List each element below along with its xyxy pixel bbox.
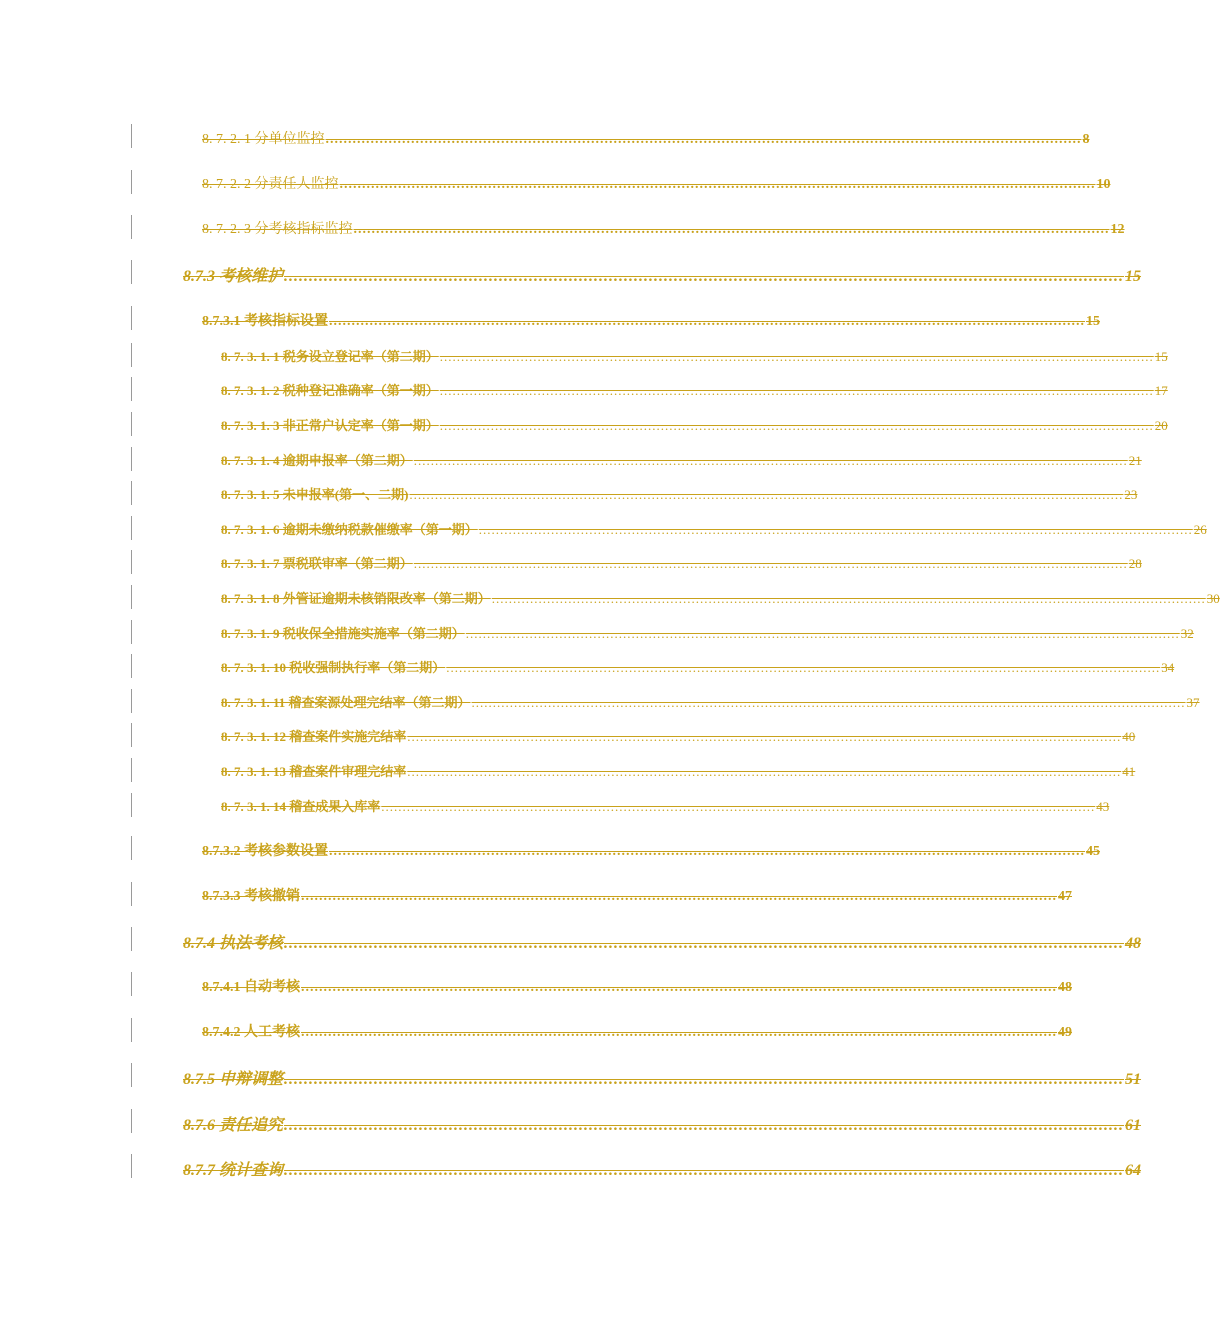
toc-entry-title: 8. 7. 3. 1. 6 逾期未缴纳税款催缴率（第一期） — [221, 522, 478, 537]
toc-page-number: 47 — [1058, 889, 1072, 904]
toc-entry-title: 8. 7. 3. 1. 10 税收强制执行率（第二期） — [221, 660, 446, 675]
toc-page-number: 15 — [1086, 314, 1100, 329]
toc-entry[interactable] — [221, 380, 1168, 399]
toc-page-number: 61 — [1125, 1117, 1142, 1134]
toc-entry[interactable] — [221, 657, 1175, 676]
change-bar — [131, 550, 132, 574]
toc-entry[interactable] — [202, 976, 1072, 996]
toc-entry[interactable] — [183, 930, 1142, 953]
toc-entry-title: 8. 7. 3. 1. 7 票税联审率（第二期） — [221, 556, 413, 571]
toc-dot-leader: ........................................................................................................................................................................ — [439, 383, 1154, 398]
toc-dot-leader: ........................................................................................................................................................................ — [409, 487, 1124, 502]
toc-dot-leader: ........................................................................................................................................................................ — [407, 729, 1122, 744]
toc-entry[interactable] — [221, 588, 1220, 607]
toc-page-number: 12 — [1110, 222, 1125, 237]
toc-page-number: 32 — [1180, 626, 1194, 641]
toc-entry-title: 8. 7. 3. 1. 12 稽查案件实施完结率 — [221, 729, 407, 744]
toc-page-number: 45 — [1086, 844, 1100, 859]
toc-dot-leader: ........................................................................................................................................................................ — [491, 591, 1206, 606]
change-bar — [131, 620, 132, 644]
toc-dot-leader: ........................................................................................................................................................................ — [325, 132, 1082, 147]
change-bar — [131, 343, 132, 367]
toc-dot-leader: ........................................................................................................................................................................ — [471, 695, 1186, 710]
change-bar — [131, 1018, 132, 1042]
toc-page-number: 49 — [1058, 1025, 1072, 1040]
toc-page-number: 15 — [1125, 268, 1142, 285]
toc-dot-leader: ........................................................................................................................................................................ — [301, 980, 1057, 995]
change-bar — [131, 447, 132, 471]
change-bar — [131, 585, 132, 609]
toc-dot-leader: ........................................................................................................................................................................ — [381, 799, 1096, 814]
toc-entry[interactable] — [202, 218, 1125, 238]
toc-dot-leader: ........................................................................................................................................................................ — [284, 268, 1125, 285]
toc-entry[interactable] — [221, 484, 1138, 503]
toc-dot-leader: ........................................................................................................................................................................ — [439, 349, 1154, 364]
toc-page-number: 15 — [1154, 349, 1168, 364]
toc-entry-title: 8.7.7 统计查询 — [183, 1162, 284, 1179]
toc-entry[interactable] — [202, 173, 1111, 193]
toc-entry-title: 8.7.3 考核维护 — [183, 268, 284, 285]
change-bar — [131, 723, 132, 747]
toc-entry-title: 8. 7. 2. 3 分考核指标监控 — [202, 222, 353, 237]
toc-page-number: 20 — [1154, 418, 1168, 433]
change-bar — [131, 654, 132, 678]
change-bar — [131, 1063, 132, 1087]
toc-page-number: 10 — [1096, 177, 1111, 192]
toc-entry-title: 8. 7. 3. 1. 14 稽查成果入库率 — [221, 799, 381, 814]
toc-page-number: 23 — [1124, 487, 1138, 502]
toc-entry[interactable] — [221, 519, 1207, 538]
toc-page-number: 17 — [1154, 383, 1168, 398]
toc-entry-title: 8. 7. 3. 1. 3 非正常户认定率（第一期） — [221, 418, 439, 433]
toc-entry[interactable] — [221, 726, 1136, 745]
change-bar — [131, 836, 132, 860]
change-bar — [131, 215, 132, 239]
toc-dot-leader: ........................................................................................................................................................................ — [329, 844, 1085, 859]
toc-page-number: 28 — [1128, 556, 1142, 571]
toc-entry[interactable] — [221, 796, 1110, 815]
change-bar — [131, 170, 132, 194]
toc-page-number: 30 — [1206, 591, 1220, 606]
toc-dot-leader: ........................................................................................................................................................................ — [339, 177, 1096, 192]
change-bar — [131, 516, 132, 540]
toc-dot-leader: ........................................................................................................................................................................ — [439, 418, 1154, 433]
toc-page-number: 21 — [1128, 453, 1142, 468]
toc-entry-title: 8.7.6 责任追究 — [183, 1117, 284, 1134]
toc-entry[interactable] — [202, 885, 1072, 905]
toc-page-number: 34 — [1161, 660, 1175, 675]
change-bar — [131, 260, 132, 284]
toc-entry-title: 8. 7. 3. 1. 1 税务设立登记率（第二期） — [221, 349, 439, 364]
toc-entry[interactable] — [221, 346, 1168, 365]
toc-dot-leader: ........................................................................................................................................................................ — [329, 314, 1085, 329]
change-bar — [131, 882, 132, 906]
toc-entry[interactable] — [221, 761, 1136, 780]
toc-page-number: 8 — [1082, 132, 1090, 147]
toc-page-number: 48 — [1125, 935, 1142, 952]
change-bar — [131, 481, 132, 505]
change-bar — [131, 124, 132, 148]
toc-entry[interactable] — [202, 310, 1100, 330]
toc-page-number: 40 — [1122, 729, 1136, 744]
toc-dot-leader: ........................................................................................................................................................................ — [413, 556, 1128, 571]
toc-entry-title: 8. 7. 3. 1. 2 税种登记准确率（第一期） — [221, 383, 439, 398]
change-bar — [131, 1154, 132, 1178]
toc-dot-leader: ........................................................................................................................................................................ — [478, 522, 1193, 537]
toc-dot-leader: ........................................................................................................................................................................ — [446, 660, 1161, 675]
toc-entry[interactable] — [183, 263, 1142, 286]
toc-entry[interactable] — [221, 553, 1142, 572]
toc-entry[interactable] — [202, 1021, 1072, 1041]
toc-dot-leader: ........................................................................................................................................................................ — [301, 1025, 1057, 1040]
toc-entry[interactable] — [221, 415, 1168, 434]
toc-dot-leader: ........................................................................................................................................................................ — [353, 222, 1110, 237]
toc-page-number: 37 — [1186, 695, 1200, 710]
toc-entry[interactable] — [221, 692, 1200, 711]
toc-entry-title: 8.7.5 申辩调整 — [183, 1071, 284, 1088]
change-bar — [131, 689, 132, 713]
toc-entry-title: 8.7.3.1 考核指标设置 — [202, 314, 328, 329]
toc-entry-title: 8.7.3.2 考核参数设置 — [202, 844, 328, 859]
toc-page-number: 43 — [1096, 799, 1110, 814]
toc-dot-leader: ........................................................................................................................................................................ — [413, 453, 1128, 468]
change-bar — [131, 972, 132, 996]
toc-entry-title: 8. 7. 3. 1. 8 外管证逾期未核销限改率（第二期） — [221, 591, 491, 606]
toc-entry[interactable] — [183, 1066, 1142, 1089]
change-bar — [131, 412, 132, 436]
change-bar — [131, 377, 132, 401]
toc-dot-leader: ........................................................................................................................................................................ — [465, 626, 1180, 641]
toc-entry-title: 8.7.3.3 考核撤销 — [202, 889, 300, 904]
toc-dot-leader: ........................................................................................................................................................................ — [284, 1162, 1125, 1179]
toc-entry[interactable] — [202, 128, 1090, 148]
toc-page-number: 26 — [1193, 522, 1207, 537]
toc-entry-title: 8. 7. 3. 1. 11 稽查案源处理完结率（第二期） — [221, 695, 471, 710]
toc-dot-leader: ........................................................................................................................................................................ — [301, 889, 1057, 904]
toc-dot-leader: ........................................................................................................................................................................ — [284, 1117, 1125, 1134]
toc-entry-title: 8.7.4 执法考核 — [183, 935, 284, 952]
change-bar — [131, 758, 132, 782]
toc-entry-title: 8. 7. 2. 2 分责任人监控 — [202, 177, 339, 192]
change-bar — [131, 793, 132, 817]
toc-page-number: 41 — [1122, 764, 1136, 779]
toc-entry[interactable] — [183, 1157, 1142, 1180]
change-bar — [131, 1109, 132, 1133]
toc-entry[interactable] — [183, 1112, 1142, 1135]
toc-entry-title: 8.7.4.2 人工考核 — [202, 1025, 300, 1040]
toc-dot-leader: ........................................................................................................................................................................ — [407, 764, 1122, 779]
toc-entry-title: 8. 7. 2. 1 分单位监控 — [202, 132, 325, 147]
toc-page-number: 64 — [1125, 1162, 1142, 1179]
toc-entry[interactable] — [202, 840, 1100, 860]
toc-entry[interactable] — [221, 450, 1142, 469]
toc-entry[interactable] — [221, 623, 1194, 642]
toc-entry-title: 8. 7. 3. 1. 5 未申报率(第一、二期) — [221, 487, 409, 502]
toc-entry-title: 8. 7. 3. 1. 9 税收保全措施实施率（第二期） — [221, 626, 465, 641]
toc-page-number: 48 — [1058, 980, 1072, 995]
toc-entry-title: 8. 7. 3. 1. 4 逾期申报率（第二期） — [221, 453, 413, 468]
change-bar — [131, 927, 132, 951]
toc-entry-title: 8.7.4.1 自动考核 — [202, 980, 300, 995]
toc-page-number: 51 — [1125, 1071, 1142, 1088]
toc-dot-leader: ........................................................................................................................................................................ — [284, 935, 1125, 952]
toc-dot-leader: ........................................................................................................................................................................ — [284, 1071, 1125, 1088]
toc-entry-title: 8. 7. 3. 1. 13 稽查案件审理完结率 — [221, 764, 407, 779]
change-bar — [131, 306, 132, 330]
